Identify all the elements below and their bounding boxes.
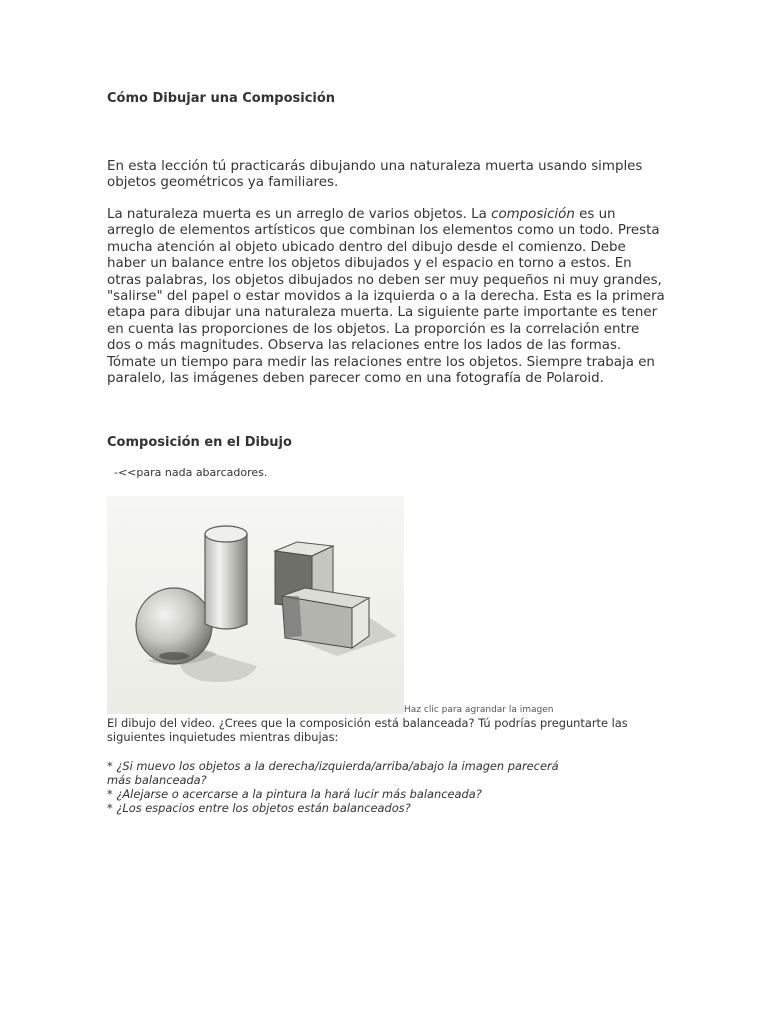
paragraph-text-end: es un arreglo de elementos artísticos que combinan los elementos como un todo. Presta mucha atención al objeto ubicado dentro del dibujo desde el comienzo. Debe haber un balance entre los objetos dibujados y el espacio en torno a estos. En otras palabras, los objetos dibujados no deben ser muy pequeños ni muy grandes, "salirse" del papel o estar movidos a la izquierda o a la derecha. Esta es la primera etapa para dibujar una naturaleza muerta. La siguiente parte importante es tener en cuenta las proporciones de los objetos. La proporción es la correlación entre dos o más magnitudes. Observa las relaciones entre los lados de las formas. Tómate un tiempo para medir las relaciones entre los objetos. Siempre trabaja en paralelo, las imágenes deben parecer como en una fotografía de Polaroid. <box>107 207 665 387</box>
video-question-paragraph: El dibujo del video. ¿Crees que la composición está balanceada? Tú podrías preguntarte las siguientes inquietudes mientras dibujas: <box>107 716 628 744</box>
bullet-marker: * <box>107 759 117 773</box>
still-life-image[interactable] <box>107 496 404 714</box>
intro-paragraph: En esta lección tú practicarás dibujando una naturaleza muerta usando simples objetos geométricos ya familiares. <box>107 159 643 191</box>
section-title: Composición en el Dibujo <box>107 435 292 450</box>
page-title: Cómo Dibujar una Composición <box>107 91 336 106</box>
list-item <box>107 787 577 801</box>
composition-paragraph <box>107 207 667 387</box>
list-item <box>107 801 577 815</box>
section-note: -<<para nada abarcadores. <box>114 466 268 479</box>
bullet-marker: * <box>107 801 117 815</box>
bullet-marker: * <box>107 787 117 801</box>
question-text: ¿Si muevo los objetos a la derecha/izquierda/arriba/abajo la imagen parecerá más balanceada? <box>107 759 559 787</box>
question-text: ¿Alejarse o acercarse a la pintura la hará lucir más balanceada? <box>116 787 482 801</box>
still-life-drawing <box>107 496 404 714</box>
composition-term: composición <box>491 207 575 222</box>
question-text: ¿Los espacios entre los objetos están balanceados? <box>116 801 411 815</box>
image-caption-link[interactable]: Haz clic para agrandar la imagen <box>404 705 554 715</box>
paragraph-text-start: La naturaleza muerta es un arreglo de varios objetos. La <box>107 207 492 222</box>
questions-list <box>107 759 577 815</box>
list-item <box>107 759 577 787</box>
